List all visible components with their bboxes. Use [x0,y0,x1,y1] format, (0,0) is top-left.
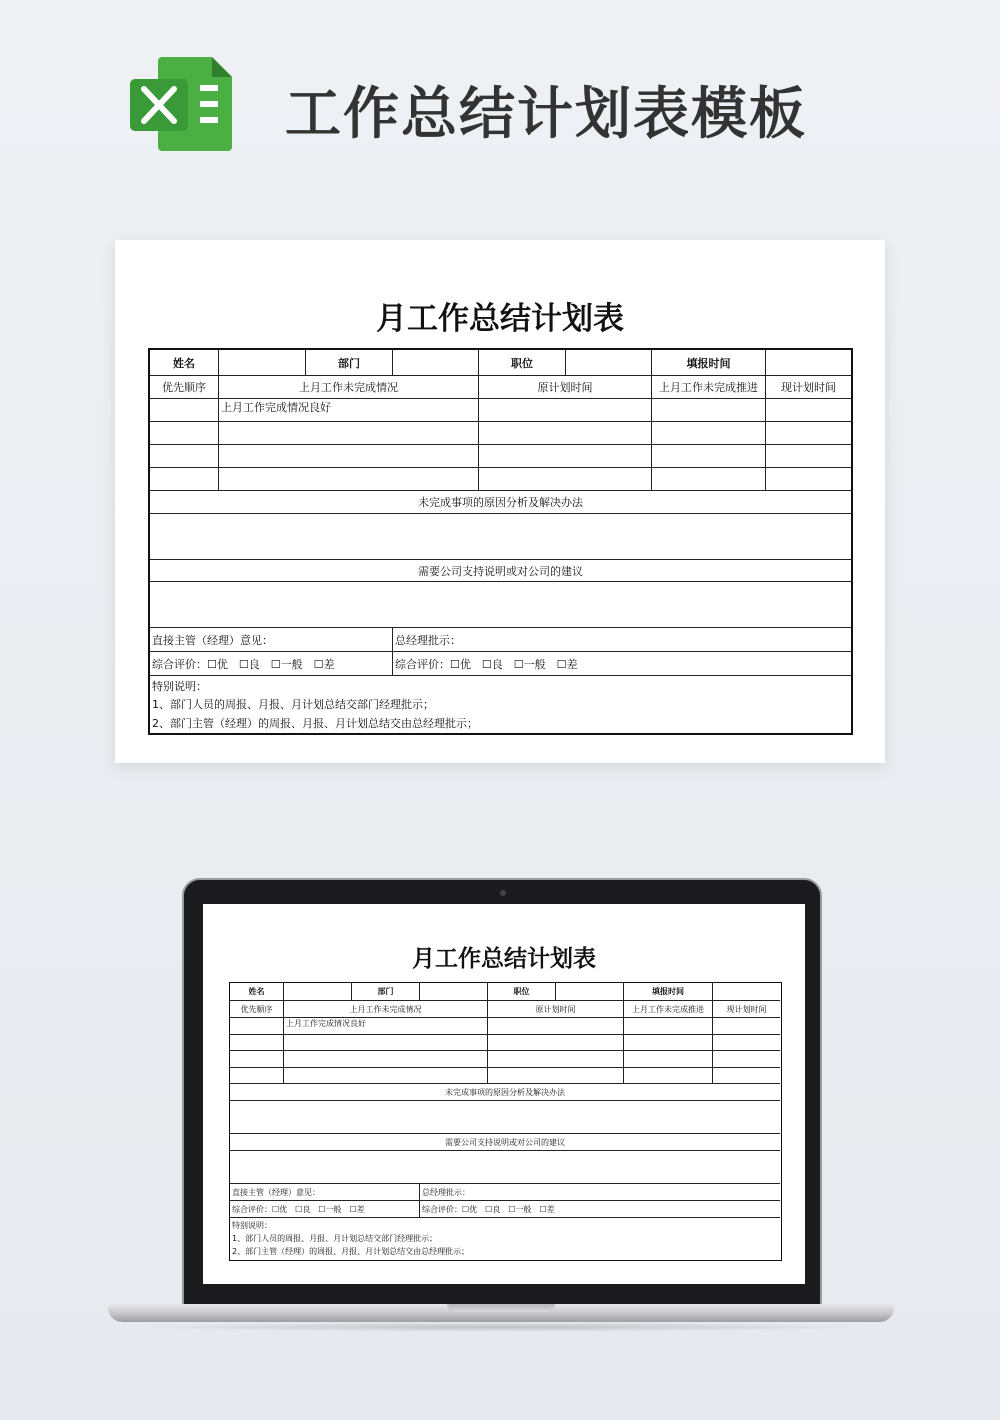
priority-header: 优先顺序 [230,1001,284,1018]
current-time-cell[interactable] [766,445,851,468]
postponed-header: 上月工作未完成推进 [624,1001,713,1018]
position-value[interactable] [556,983,624,1001]
reason-box[interactable] [150,514,851,560]
postponed-cell[interactable] [652,422,766,445]
status-cell[interactable] [219,445,479,468]
special-notes [230,1218,780,1259]
page-title: 工作总结计划表模板 [285,82,807,147]
note-line1: 1、部门人员的周报、月报、月计划总结交部门经理批示； [152,698,434,712]
last-month-status-header: 上月工作未完成情况 [284,1001,488,1018]
current-time-cell[interactable] [766,399,851,422]
position-value[interactable] [566,350,652,376]
original-plan-time-header: 原计划时间 [488,1001,624,1018]
header [0,0,1000,200]
original-time-cell[interactable] [479,468,652,491]
priority-cell[interactable] [150,399,219,422]
laptop-shadow [128,1322,874,1332]
position-label: 职位 [479,350,566,376]
original-plan-time-header: 原计划时间 [479,376,652,399]
dept-value[interactable] [393,350,479,376]
note-line1: 1、部门人员的周报、月报、月计划总结交部门经理批示； [232,1234,438,1243]
last-month-status-header: 上月工作未完成情况 [219,376,479,399]
priority-cell[interactable] [150,422,219,445]
current-time-cell[interactable] [713,1018,780,1035]
current-time-cell[interactable] [713,1051,780,1068]
status-cell[interactable] [219,468,479,491]
current-plan-time-header: 现计划时间 [766,376,851,399]
current-time-cell[interactable] [766,422,851,445]
form-table [148,348,853,735]
postponed-cell[interactable] [624,1018,713,1035]
evaluation-left[interactable]: 综合评价：☐优 ☐良 ☐一般 ☐差 [150,652,393,676]
original-time-cell[interactable] [479,422,652,445]
priority-cell[interactable] [230,1068,284,1084]
postponed-cell[interactable] [652,399,766,422]
priority-cell[interactable] [150,445,219,468]
reason-box[interactable] [230,1101,780,1134]
gm-instruction[interactable]: 总经理批示： [393,628,851,652]
support-box[interactable] [150,582,851,628]
supervisor-opinion[interactable]: 直接主管（经理）意见： [150,628,393,652]
dept-value[interactable] [420,983,488,1001]
note-line2: 2、部门主管（经理）的周报、月报、月计划总结交由总经理批示； [152,716,478,730]
status-cell[interactable] [219,422,479,445]
postponed-cell[interactable] [624,1068,713,1084]
note-label: 特别说明： [232,1221,272,1230]
fill-time-label: 填报时间 [624,983,713,1001]
laptop-notch [447,1304,555,1312]
name-value[interactable] [219,350,306,376]
dept-label: 部门 [306,350,393,376]
form-table [229,982,782,1261]
name-label: 姓名 [230,983,284,1001]
sheet-title: 月工作总结计划表 [376,301,624,337]
support-header: 需要公司支持说明或对公司的建议 [230,1134,780,1151]
laptop-screen [203,904,805,1284]
position-label: 职位 [488,983,556,1001]
reason-header: 未完成事项的原因分析及解决办法 [150,491,851,514]
camera-icon [500,890,506,896]
name-label: 姓名 [150,350,219,376]
postponed-cell[interactable] [652,468,766,491]
evaluation-left[interactable]: 综合评价：☐优 ☐良 ☐一般 ☐差 [230,1201,420,1218]
priority-header: 优先顺序 [150,376,219,399]
sheet-title: 月工作总结计划表 [412,946,596,972]
postponed-cell[interactable] [624,1051,713,1068]
laptop-mockup [108,878,894,1333]
original-time-cell[interactable] [488,1051,624,1068]
support-header: 需要公司支持说明或对公司的建议 [150,560,851,582]
original-time-cell[interactable] [488,1035,624,1051]
note-line2: 2、部门主管（经理）的周报、月报、月计划总结交由总经理批示； [232,1247,470,1256]
reason-header: 未完成事项的原因分析及解决办法 [230,1084,780,1101]
current-time-cell[interactable] [766,468,851,491]
status-cell[interactable]: 上月工作完成情况良好 [219,399,479,422]
status-cell[interactable]: 上月工作完成情况良好 [284,1018,488,1035]
current-time-cell[interactable] [713,1035,780,1051]
priority-cell[interactable] [150,468,219,491]
support-box[interactable] [230,1151,780,1184]
status-cell[interactable] [284,1035,488,1051]
evaluation-right[interactable]: 综合评价：☐优 ☐良 ☐一般 ☐差 [393,652,851,676]
gm-instruction[interactable]: 总经理批示： [420,1184,780,1201]
excel-icon [128,55,234,153]
priority-cell[interactable] [230,1035,284,1051]
priority-cell[interactable] [230,1018,284,1035]
paper-preview [115,240,885,763]
postponed-header: 上月工作未完成推进 [652,376,766,399]
dept-label: 部门 [352,983,420,1001]
laptop-lid [182,878,822,1308]
priority-cell[interactable] [230,1051,284,1068]
original-time-cell[interactable] [479,399,652,422]
original-time-cell[interactable] [479,445,652,468]
evaluation-right[interactable]: 综合评价：☐优 ☐良 ☐一般 ☐差 [420,1201,780,1218]
special-notes [150,676,851,733]
supervisor-opinion[interactable]: 直接主管（经理）意见： [230,1184,420,1201]
status-cell[interactable] [284,1068,488,1084]
fill-time-label: 填报时间 [652,350,766,376]
name-value[interactable] [284,983,352,1001]
status-cell[interactable] [284,1051,488,1068]
current-plan-time-header: 现计划时间 [713,1001,780,1018]
note-label: 特别说明： [152,680,207,694]
fill-time-value[interactable] [766,350,851,376]
fill-time-value[interactable] [713,983,780,1001]
postponed-cell[interactable] [652,445,766,468]
current-time-cell[interactable] [713,1068,780,1084]
original-time-cell[interactable] [488,1018,624,1035]
original-time-cell[interactable] [488,1068,624,1084]
postponed-cell[interactable] [624,1035,713,1051]
